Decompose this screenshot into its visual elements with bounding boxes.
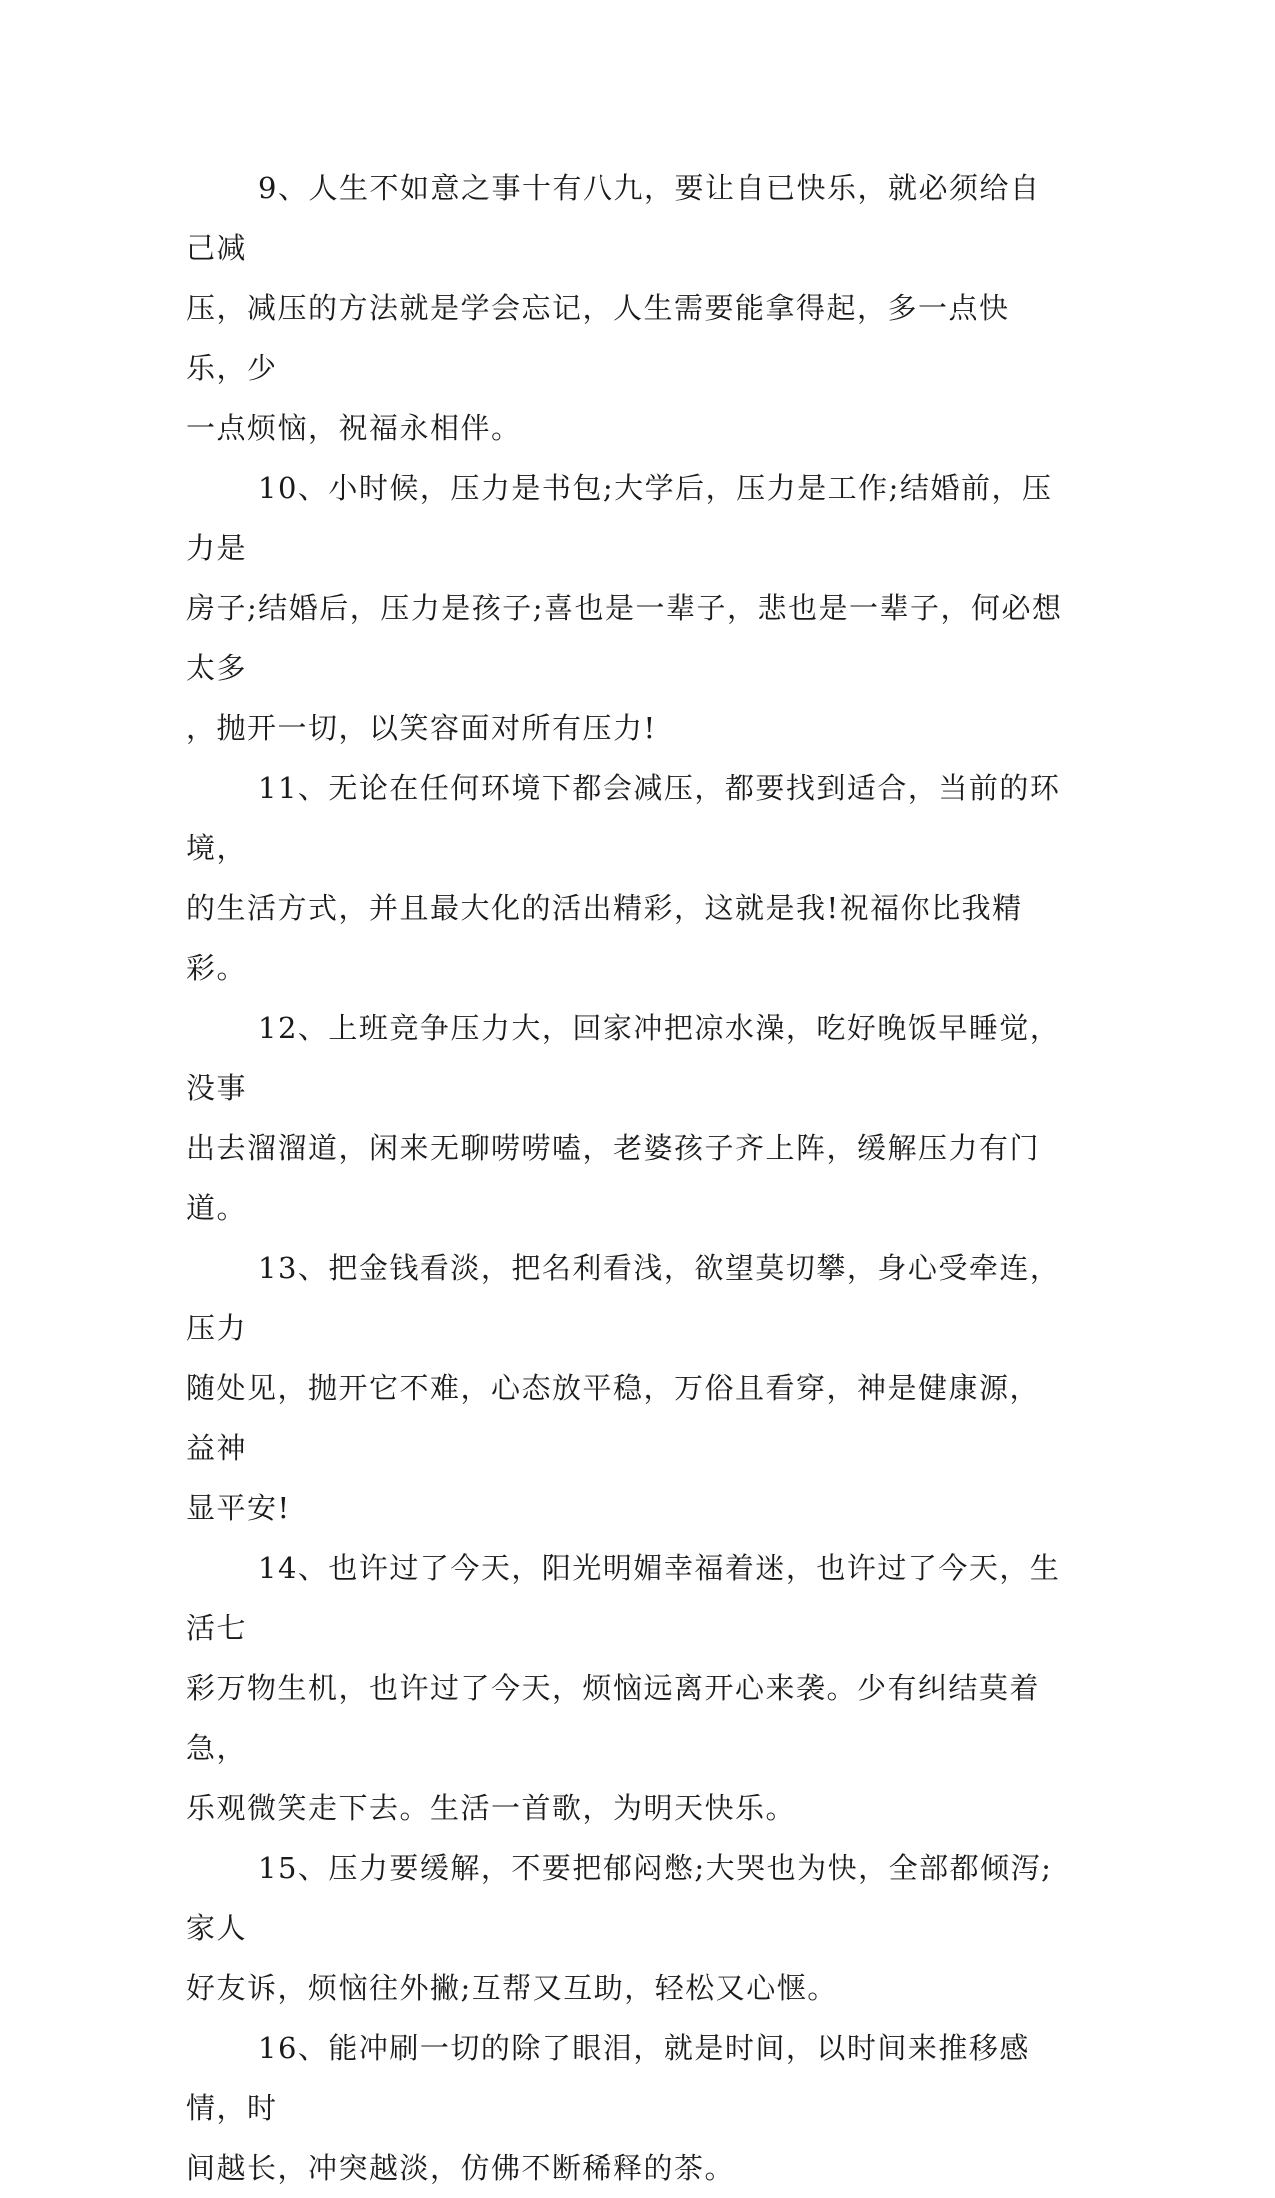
paragraph-16: 16、能冲刷一切的除了眼泪，就是时间，以时间来推移感情，时 间越长，冲突越淡，仿佛不断稀释的茶。: [186, 2031, 1030, 2185]
paragraph-10: 10、小时候，压力是书包;大学后，压力是工作;结婚前，压力是 房子;结婚后，压力是孩子;喜也是一辈子，悲也是一辈子，何必想太多 ，抛开一切，以笑容面对所有压力!: [186, 471, 1063, 745]
document-body: [186, 158, 1068, 2198]
paragraph-14: 14、也许过了今天，阳光明媚幸福着迷，也许过了今天，生活七 彩万物生机，也许过了今天，烦恼远离开心来袭。少有纠结莫着急， 乐观微笑走下去。生活一首歌，为明天快乐。: [186, 1551, 1061, 1825]
paragraph-9: 9、人生不如意之事十有八九，要让自已快乐，就必须给自己减 压，减压的方法就是学会忘记，人生需要能拿得起，多一点快乐，少 一点烦恼，祝福永相伴。: [186, 171, 1041, 445]
paragraph-13: 13、把金钱看淡，把名利看浅，欲望莫切攀，身心受牵连，压力 随处见，抛开它不难，心态放平稳，万俗且看穿，神是健康源，益神 显平安!: [186, 1251, 1061, 1525]
paragraph-12: 12、上班竞争压力大，回家冲把凉水澡，吃好晚饭早睡觉，没事 出去溜溜道，闲来无聊唠唠嗑，老婆孩子齐上阵，缓解压力有门道。: [186, 1011, 1061, 1225]
paragraph-15: 15、压力要缓解，不要把郁闷憋;大哭也为快，全部都倾泻;家人 好友诉，烦恼往外撇;互帮又互助，轻松又心惬。: [186, 1851, 1053, 2005]
paragraph-11: 11、无论在任何环境下都会减压，都要找到适合，当前的环境， 的生活方式，并且最大化的活出精彩，这就是我!祝福你比我精彩。: [186, 771, 1061, 985]
